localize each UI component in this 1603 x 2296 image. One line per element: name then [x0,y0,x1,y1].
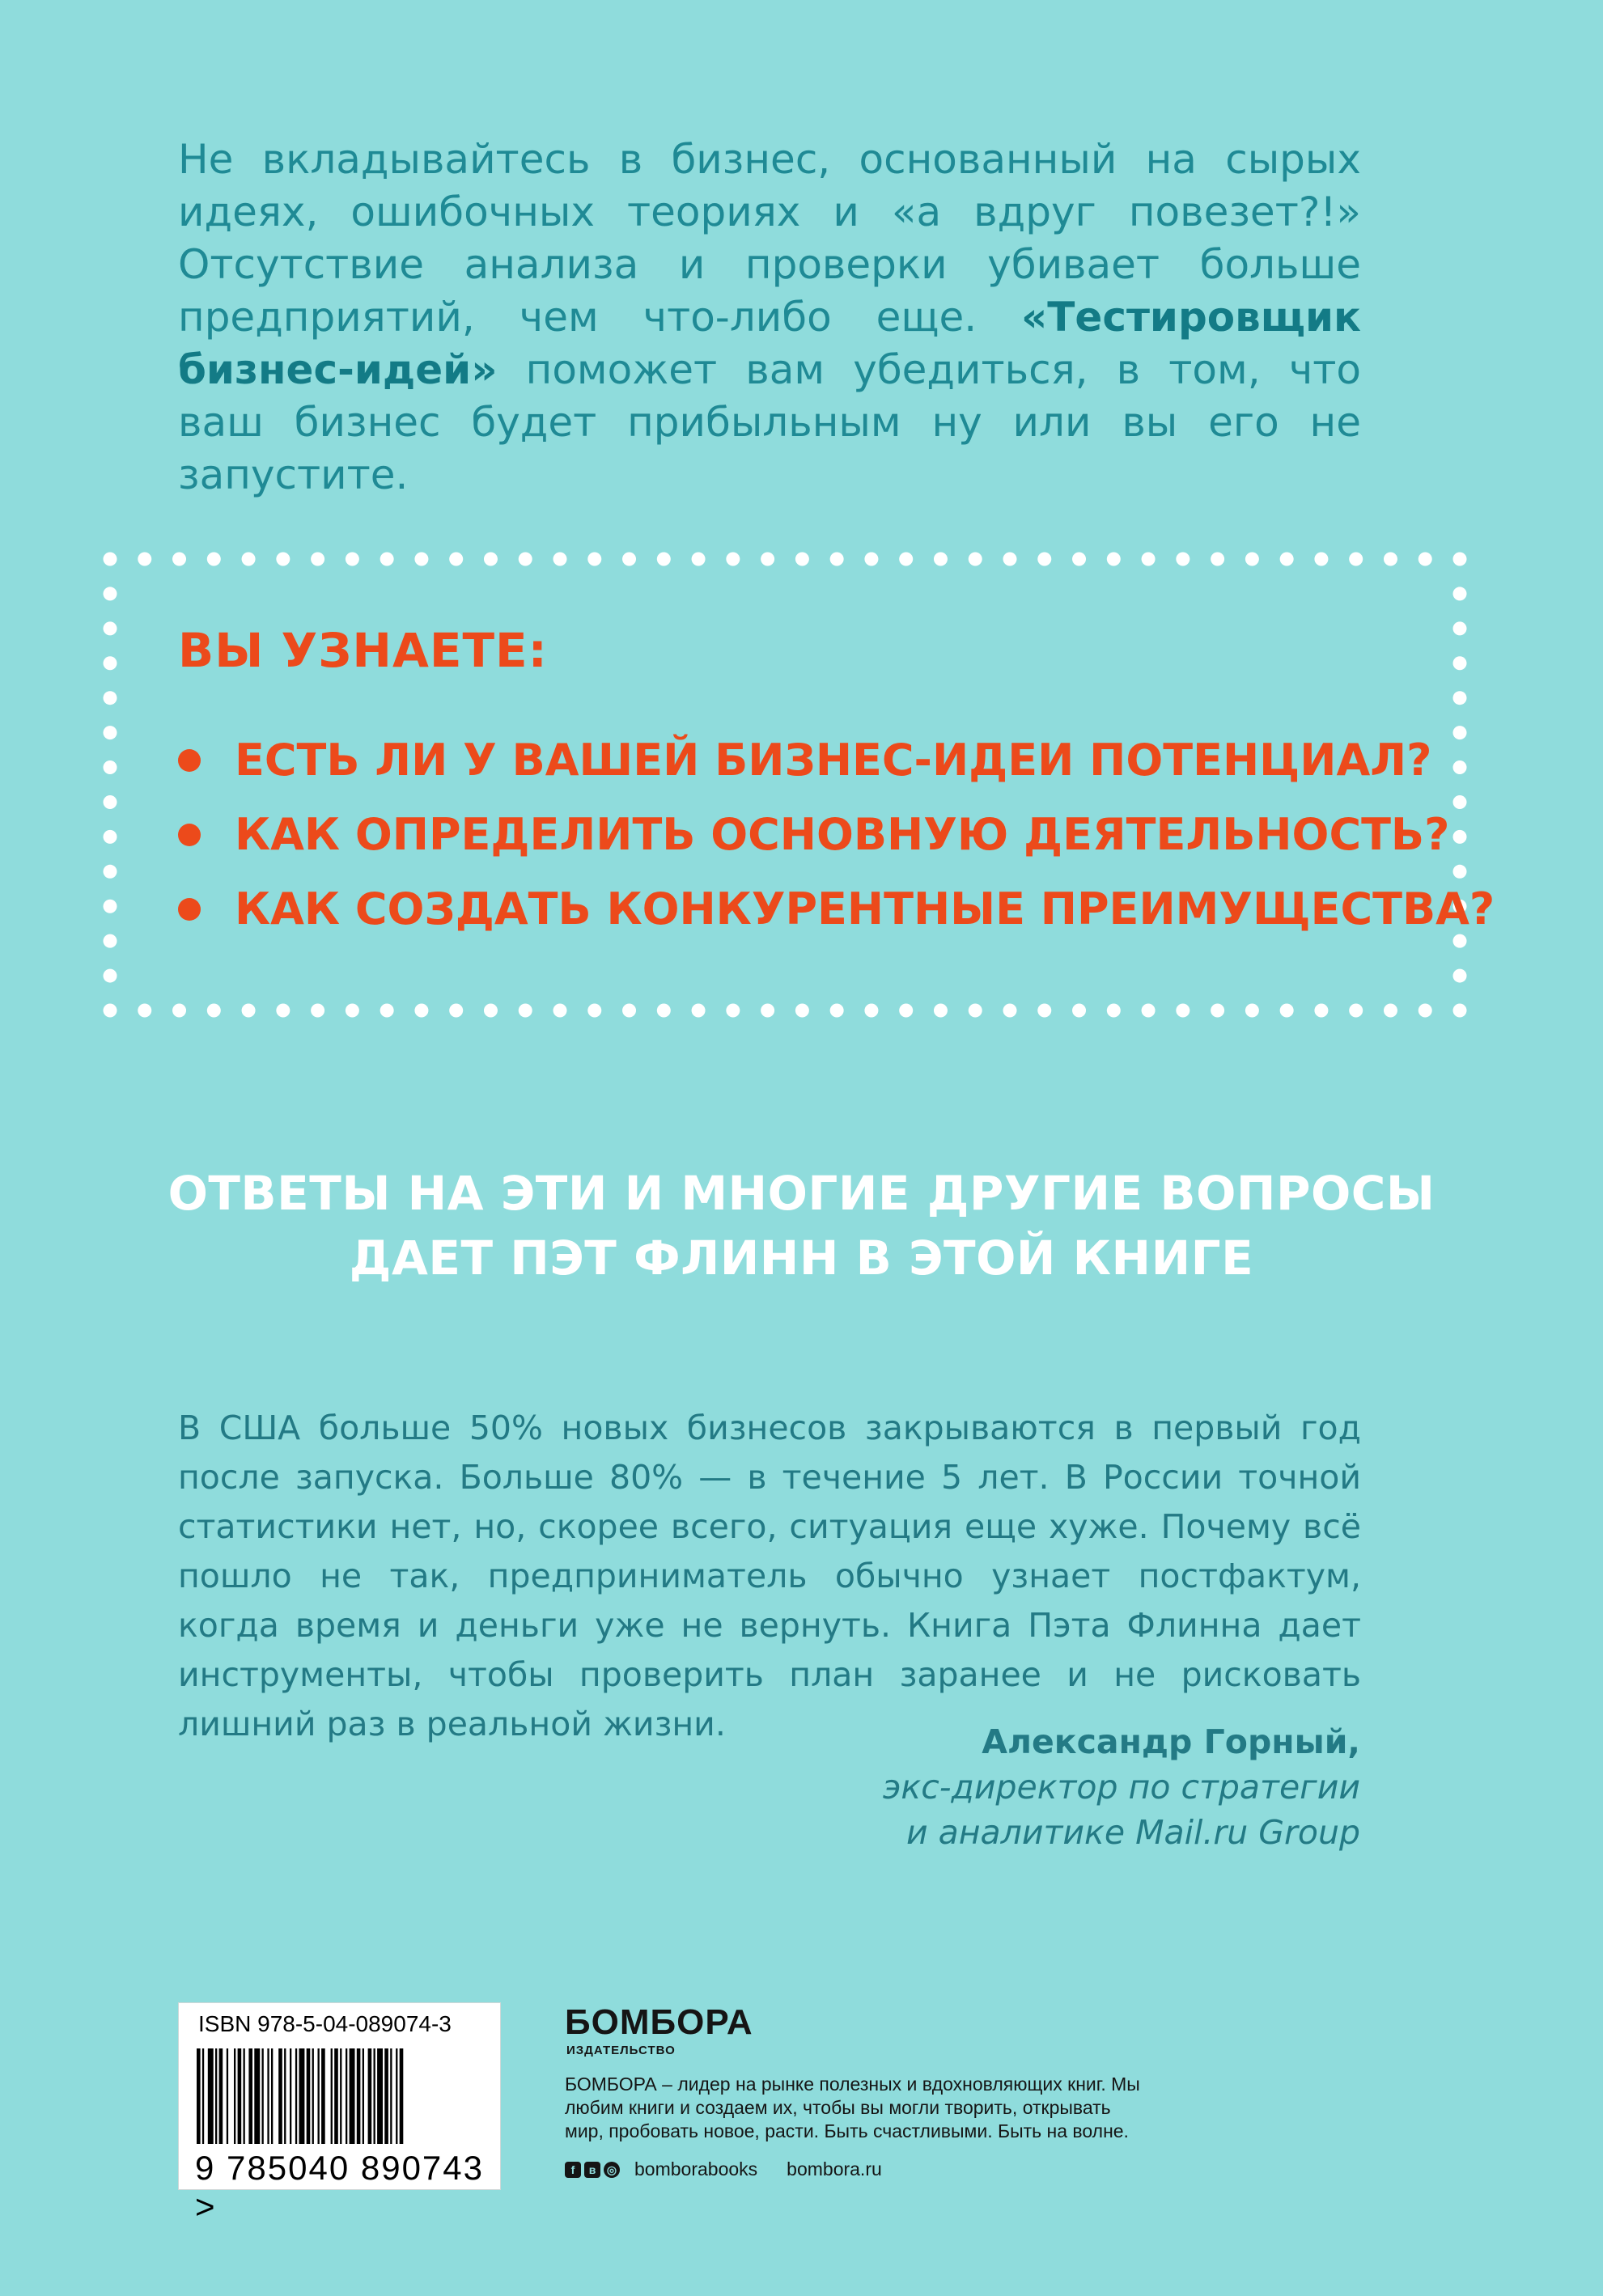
barcode-bar [262,2048,264,2144]
frame-dot [1349,1004,1363,1018]
frame-dot [1453,1004,1467,1018]
frame-dot [587,1004,601,1018]
frame-dot [519,1004,532,1018]
frame-dot [1037,553,1051,566]
social-handle[interactable]: bomborabooks [634,2158,758,2180]
barcode-bar [384,2048,388,2144]
bullet-icon [178,749,201,772]
instagram-icon[interactable]: ◎ [604,2162,620,2178]
frame-dot [899,1004,913,1018]
frame-dot [1314,553,1328,566]
frame-dot [1453,553,1467,566]
barcode-bar [284,2048,286,2144]
frame-dot [622,1004,636,1018]
publisher-description: БОМБОРА – лидер на рынке полезных и вдохновляющих книг. Мы любим книги и создаем их, чтобы вы могли творить, открывать мир, пробовать новое, расти. Быть счастливыми. Быть на волне. [565,2074,1140,2141]
frame-dot [1453,621,1467,635]
barcode-bar [350,2048,355,2144]
barcode-bar [357,2048,361,2144]
frame-dot [1142,1004,1156,1018]
barcode-bar [299,2048,305,2144]
barcode-bar [374,2048,375,2144]
isbn-text: ISBN 978-5-04-089074-3 [198,2011,452,2036]
frame-dot [172,1004,186,1018]
frame-dot [414,1004,428,1018]
book-title-bold: «Тестировщик бизнес-идей» [178,294,1361,393]
frame-dot [276,553,290,566]
frame-dot [969,1004,982,1018]
frame-dot [1176,553,1190,566]
frame-dot [138,1004,151,1018]
barcode-bar [244,2048,245,2144]
learn-list [178,728,1495,951]
vk-icon[interactable]: в [584,2162,600,2178]
frame-dot [380,553,394,566]
frame-dot [207,553,221,566]
barcode-bar [321,2048,325,2144]
frame-dot [311,1004,324,1018]
intro-text-end: поможет вам убедиться, в том, что ваш бизнес будет прибыльным ну или вы его не запустите. [178,346,1361,498]
frame-dot [692,1004,706,1018]
frame-dot [380,1004,394,1018]
frame-dot [484,553,498,566]
frame-dot [104,865,117,879]
frame-dot [449,553,463,566]
frame-dot [1211,1004,1224,1018]
barcode-bar [295,2048,297,2144]
frame-dot [830,1004,844,1018]
barcode-bar [368,2048,372,2144]
frame-dot [587,553,601,566]
learn-item-text: ЕСТЬ ЛИ У ВАШЕЙ БИЗНЕС-ИДЕИ ПОТЕНЦИАЛ? [235,735,1432,786]
frame-dot [864,553,878,566]
frame-dot [104,726,117,739]
frame-dot [104,969,117,983]
barcode-bar [202,2048,204,2144]
review-author [883,1719,1360,1855]
list-item [178,877,1495,951]
frame-dot [346,553,359,566]
frame-dot [934,553,948,566]
frame-dot [484,1004,498,1018]
frame-dot [761,1004,774,1018]
frame-dot [172,553,186,566]
answers-line-2: ДАЕТ ПЭТ ФЛИНН В ЭТОЙ КНИГЕ [349,1231,1254,1286]
barcode-bar [290,2048,291,2144]
barcode-bar [215,2048,217,2144]
frame-dot [1384,553,1397,566]
barcode-bar [307,2048,311,2144]
bullet-icon [178,824,201,846]
barcode-bar [254,2048,260,2144]
frame-dot [104,795,117,809]
list-item [178,803,1495,877]
website-link[interactable]: bombora.ru [787,2158,882,2180]
learn-item-text: КАК ОПРЕДЕЛИТЬ ОСНОВНУЮ ДЕЯТЕЛЬНОСТЬ? [235,809,1450,860]
frame-dot [726,553,740,566]
frame-dot [553,1004,567,1018]
frame-dot [1003,1004,1017,1018]
barcode-bar [234,2048,235,2144]
frame-dot [1453,691,1467,705]
frame-dot [1072,553,1086,566]
barcode-bar [377,2048,383,2144]
frame-dot [242,553,256,566]
frame-dot [969,553,982,566]
frame-dot [1072,1004,1086,1018]
frame-dot [104,1004,117,1018]
barcode-bar [340,2048,341,2144]
barcode-block [178,2002,501,2226]
frame-dot [1419,553,1432,566]
barcode-bar [390,2048,392,2144]
barcode-bar [197,2048,201,2144]
frame-dot [104,691,117,705]
answers-heading [0,1161,1603,1290]
frame-dot [622,553,636,566]
frame-dot [414,553,428,566]
intro-text-start: Не вкладывайтесь в бизнес, основанный на сырых идеях, ошибочных теориях и «а вдруг повезет?!» Отсутствие анализа и проверки убивает больше предприятий, чем что-либо еще. [178,136,1361,341]
frame-dot [795,553,809,566]
barcode-bar [248,2048,252,2144]
barcode-bar [363,2048,364,2144]
frame-dot [519,553,532,566]
frame-dot [657,1004,671,1018]
barcode-bar [208,2048,214,2144]
learn-heading: ВЫ УЗНАЕТЕ: [178,623,548,678]
frame-dot [1453,587,1467,600]
social-row [565,2158,882,2180]
barcode-bar [227,2048,228,2144]
bullet-icon [178,898,201,921]
frame-dot [1037,1004,1051,1018]
barcode-bar [219,2048,223,2144]
frame-dot [1280,1004,1294,1018]
frame-dot [276,1004,290,1018]
frame-dot [795,1004,809,1018]
frame-dot [346,1004,359,1018]
frame-dot [104,934,117,948]
frame-dot [1453,969,1467,983]
frame-dot [104,760,117,774]
frame-dot [761,553,774,566]
frame-dot [1453,656,1467,670]
barcode-bar [318,2048,320,2144]
frame-dot [1314,1004,1328,1018]
frame-dot [1245,553,1259,566]
author-role-line-2: и аналитике Mail.ru Group [905,1813,1360,1852]
author-role-line-1: экс-директор по стратегии [882,1768,1360,1807]
barcode-bar [334,2048,338,2144]
frame-dot [1349,553,1363,566]
facebook-icon[interactable]: f [565,2162,581,2178]
frame-dot [104,900,117,913]
frame-dot [104,553,117,566]
frame-dot [104,656,117,670]
frame-dot [1142,553,1156,566]
frame-dot [242,1004,256,1018]
barcode-bar [400,2048,404,2144]
learn-item-text: КАК СОЗДАТЬ КОНКУРЕНТНЫЕ ПРЕИМУЩЕСТВА? [235,883,1495,934]
list-item [178,728,1495,803]
publisher-logo: БОМБОРА [565,2002,753,2042]
frame-dot [553,553,567,566]
barcode-bar [238,2048,242,2144]
frame-dot [1245,1004,1259,1018]
frame-dot [1107,553,1121,566]
answers-line-1: ОТВЕТЫ НА ЭТИ И МНОГИЕ ДРУГИЕ ВОПРОСЫ [168,1166,1435,1221]
barcode-bar [278,2048,282,2144]
frame-dot [311,553,324,566]
frame-dot [864,1004,878,1018]
review-text: В США больше 50% новых бизнесов закрываются в первый год после запуска. Больше 80% — в течение 5 лет. В России точной статистики нет, но, скорее всего, ситуация еще хуже. Почему всё пошло не так, предприниматель обычно узнает постфактум, когда время и деньги уже не вернуть. Книга Пэта Флинна дает инструменты, чтобы проверить план заранее и не рисковать лишний раз в реальной жизни. [178,1409,1361,1743]
barcode-bar [331,2048,333,2144]
frame-dot [207,1004,221,1018]
barcode-bar [267,2048,269,2144]
frame-dot [1211,553,1224,566]
barcode-bar [312,2048,314,2144]
frame-dot [899,553,913,566]
frame-dot [1280,553,1294,566]
frame-dot [1107,1004,1121,1018]
barcode-bar [396,2048,397,2144]
frame-dot [726,1004,740,1018]
frame-dot [1003,553,1017,566]
frame-dot [104,830,117,844]
frame-dot [657,553,671,566]
frame-dot [449,1004,463,1018]
intro-paragraph [178,133,1361,502]
frame-dot [138,553,151,566]
barcode-digits: 9 785040 890743 > [195,2149,484,2226]
frame-dot [1384,1004,1397,1018]
barcode-icon [193,2048,485,2146]
frame-dot [934,1004,948,1018]
barcode-bar [271,2048,273,2144]
publisher-subtitle: ИЗДАТЕЛЬСТВО [566,2044,676,2057]
author-name: Александр Горный, [982,1722,1360,1761]
barcode-bar [346,2048,347,2144]
frame-dot [104,621,117,635]
frame-dot [1419,1004,1432,1018]
frame-dot [830,553,844,566]
frame-dot [692,553,706,566]
frame-dot [104,587,117,600]
frame-dot [1176,1004,1190,1018]
